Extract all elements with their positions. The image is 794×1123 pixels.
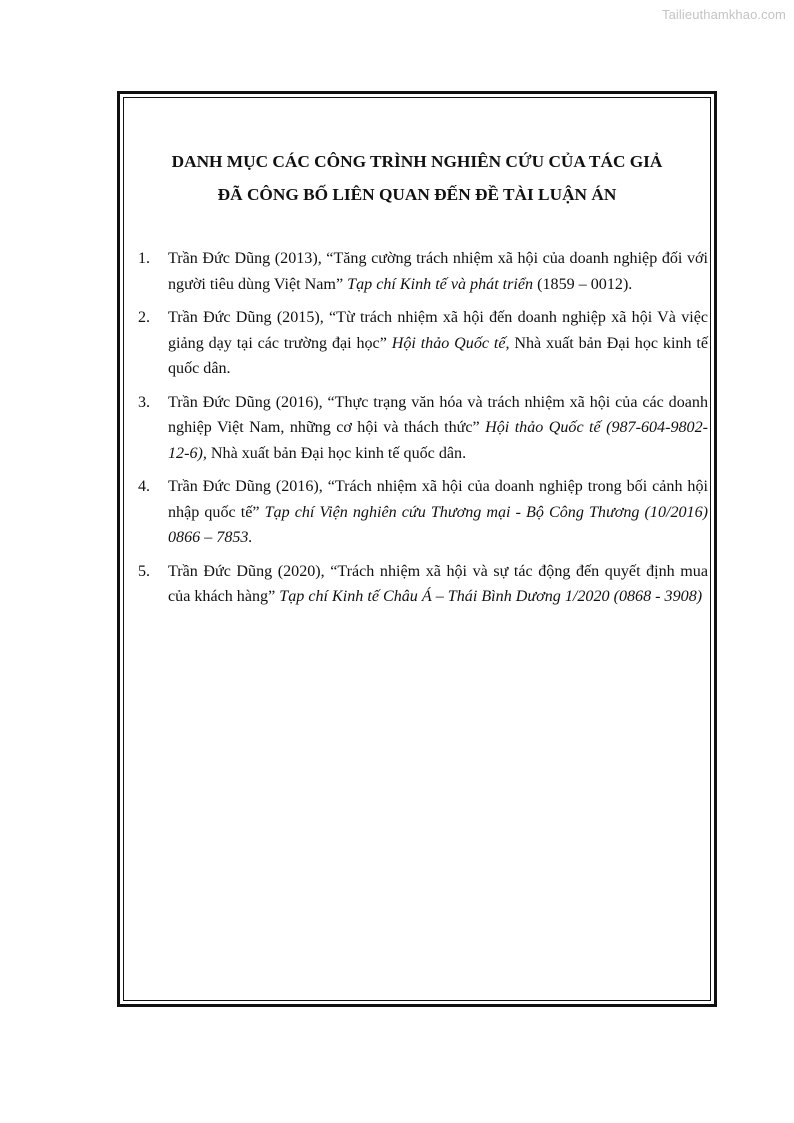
publication-text: Trần Đức Dũng (2013), “Tăng cường trách nhiệm xã hội của doanh nghiệp đối với người tiêu dùng Việt Nam” xyxy=(168,250,708,293)
publication-number: 5. xyxy=(138,562,151,580)
publication-source: Tạp chí Kinh tế và phát triển xyxy=(347,275,534,293)
publication-item xyxy=(138,559,708,610)
publication-source: Tạp chí Viện nghiên cứu Thương mại - Bộ Công Thương (10/2016) 0866 – 7853. xyxy=(168,503,709,546)
title-line-2: ĐÃ CÔNG BỐ LIÊN QUAN ĐẾN ĐỀ TÀI LUẬN ÁN xyxy=(217,185,617,204)
publication-source: Hội thảo Quốc tế, xyxy=(391,334,510,352)
publication-item xyxy=(138,246,708,297)
page-frame-inner xyxy=(123,97,711,1001)
page-title xyxy=(124,145,710,211)
publication-text: Trần Đức Dũng (2020), “Trách nhiệm xã hội và sự tác động đến quyết định mua của khách hàng” xyxy=(168,562,708,605)
publication-number: 4. xyxy=(138,478,151,495)
watermark-text: Tailieuthamkhao.com xyxy=(661,7,786,22)
publication-item xyxy=(138,474,708,551)
publication-number: 3. xyxy=(138,393,151,411)
publication-number: 1. xyxy=(138,250,151,267)
page-frame xyxy=(117,91,717,1007)
publication-list xyxy=(138,246,708,618)
publication-item xyxy=(138,390,708,467)
publication-text: Trần Đức Dũng (2016), “Trách nhiệm xã hội của doanh nghiệp trong bối cảnh hội nhập quốc tế” xyxy=(168,478,708,521)
publication-number: 2. xyxy=(138,309,151,326)
publication-tail: Nhà xuất bản Đại học kinh tế quốc dân. xyxy=(168,334,708,377)
publication-source: Hội thảo Quốc tế (987-604-9802-12-6), xyxy=(168,419,708,462)
publication-item xyxy=(138,305,708,382)
publication-tail: Nhà xuất bản Đại học kinh tế quốc dân. xyxy=(210,444,467,462)
publication-tail: (1859 – 0012). xyxy=(537,275,633,293)
publication-text: Trần Đức Dũng (2015), “Từ trách nhiệm xã hội đến doanh nghiệp xã hội Và việc giảng dạy tại các trường đại học” xyxy=(168,309,708,352)
publication-source: Tạp chí Kinh tế Châu Á – Thái Bình Dương 1/2020 (0868 - 3908) xyxy=(279,588,703,605)
title-line-1: DANH MỤC CÁC CÔNG TRÌNH NGHIÊN CỨU CỦA TÁC GIẢ xyxy=(171,152,663,171)
publication-text: Trần Đức Dũng (2016), “Thực trạng văn hóa và trách nhiệm xã hội của các doanh nghiệp Việt Nam, những cơ hội và thách thức” xyxy=(168,393,708,436)
